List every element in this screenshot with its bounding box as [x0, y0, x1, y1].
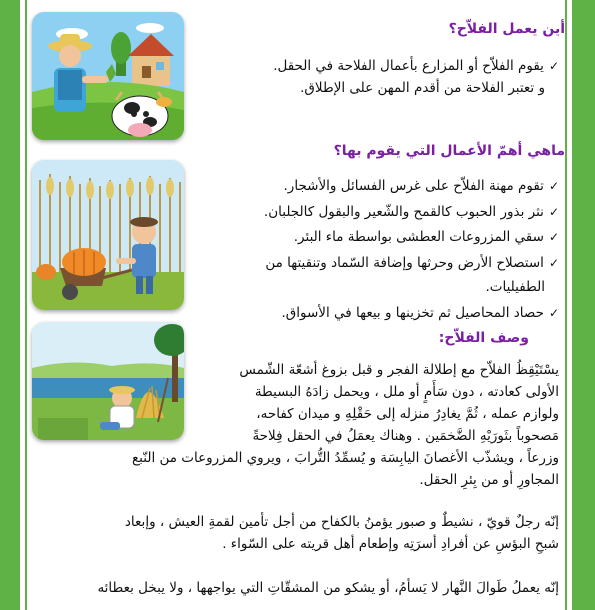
farmer-pumpkin-illustration	[32, 160, 184, 310]
list-item: ✓استصلاح الأرض وحرثها وإضافة السّماد وتنقيتها من	[265, 255, 559, 271]
paragraph-line: إنّه يعملُ طَوالَ النَّهار لا يَسأمُ، أو يشكو من المشقّاتِ التي يواجهها ، ولا يبخل بعطائه	[97, 580, 559, 596]
checkmark-icon: ✓	[548, 179, 559, 193]
paragraph-line: ولوازم عمله ، ثُمَّ يغادِرُ منزله إلى حَقْلِهِ و ميدان كفاحه،	[256, 406, 559, 422]
paragraph-line: مَصحوباً بثَورَيْهِ الضَّخمَين . وهناك يعمَلُ في الحقل فِلاحةً	[252, 428, 559, 444]
paragraph-line: المجاورِ أو من بِئرِ الحقل.	[419, 472, 559, 488]
paragraph-line: إنّه رجلٌ قويّ ، نشيطٌ و صبور يؤمنُ بالكفاح من أجل تأمين لقمةِ العيش ، وإبعاد	[124, 514, 559, 530]
list-item: ✓سقي المزروعات العطشى بواسطة ماء البئر.	[293, 229, 559, 245]
page-border-left	[0, 0, 20, 610]
checkmark-icon: ✓	[548, 230, 559, 244]
paragraph-line: يسْتَيْقِظُ الفلاّح مع إطلالة الفجر و قبل بزوغ أشعّة الشّمس	[239, 362, 559, 378]
list-item: ✓تقوم مهنة الفلاّح على غرس الفسائل والأشجار.	[283, 178, 559, 194]
checkmark-icon: ✓	[548, 205, 559, 219]
section-heading-description: وصف الفلاّح:	[438, 330, 529, 346]
page-rule-left	[25, 0, 27, 610]
section-heading-where: أين يعمل الفلاّح؟	[448, 21, 565, 37]
list-item: ✓يقوم الفلاّح أو المزارع بأعمال الفلاحة في الحقل.	[273, 58, 559, 74]
checkmark-icon: ✓	[548, 59, 559, 73]
paragraph-line: شبحِ البؤسِ عن أفرادِ أسرَتِه وإطعام أهل قريته على السّواء .	[222, 536, 559, 552]
checkmark-icon: ✓	[548, 256, 559, 270]
list-item: و تعتبر الفلاحة من أقدم المهن على الإطلاق.	[300, 80, 545, 96]
checkmark-icon: ✓	[548, 306, 559, 320]
paragraph-line: وزرعاً ، ويشذّب الأغصانَ اليابِسَة و يُسمِّدُ التُّرابَ ، ويروي المزروعات من النّبع	[132, 450, 559, 466]
list-item-continuation: الطفيليات.	[485, 279, 545, 295]
section-heading-tasks: ماهي أهمّ الأعمال التي يقوم بها؟	[333, 143, 565, 159]
farmer-cow-illustration	[32, 12, 184, 140]
paragraph-line: الأولى كعادته ، دون سَأَمٍ أو ملل ، ويحمل زادَهُ البسيطة	[254, 384, 559, 400]
list-item: ✓حصاد المحاصيل ثم تخزينها و بيعها في الأسواق.	[281, 305, 559, 321]
farmer-resting-illustration	[32, 322, 184, 440]
page-rule-right	[565, 0, 567, 610]
list-item: ✓نثر بذور الحبوب كالقمح والشّعير والبقول كالجلبان.	[263, 204, 559, 220]
worksheet-content	[30, 0, 565, 610]
page-border-right	[572, 0, 595, 610]
